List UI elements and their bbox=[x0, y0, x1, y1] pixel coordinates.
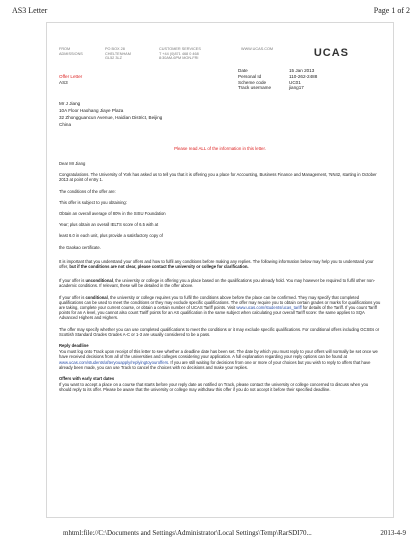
replying-link[interactable]: www.ucas.com/students/afteryouapply/replyingtoyouroffers bbox=[59, 359, 169, 365]
condition-line: Obtain an overall average of 80% in the SISU Foundation bbox=[59, 211, 166, 217]
letterhead-line: CUSTOMER SERVICES bbox=[159, 47, 201, 51]
letterhead-line: 8:30AM-6PM MON-FRI bbox=[159, 56, 199, 61]
meta-value: 110-262-2488 bbox=[289, 73, 318, 79]
unconditional-text-rest: , the university or college is offering you a place based on the qualifications you already hold. You may however be required to fulfil other non-academic conditions. If relevant, these will be detailed in the offer above. bbox=[59, 278, 375, 289]
meta-key: Track username bbox=[238, 85, 272, 91]
unconditional-text: If your offer is bbox=[59, 278, 85, 284]
important-paragraph bbox=[59, 259, 381, 269]
letterhead-line: CHELTENHAM bbox=[105, 51, 131, 56]
print-date: 2013-4-9 bbox=[380, 529, 406, 537]
reply-text: You must log onto Track upon receipt of this letter to see whether a deadline date has been set. The date by which you must reply to your offers will normally be set once we have received decisions from all of the universities and colleges considering your application. A full explanation regarding your reply options can be found at bbox=[59, 349, 378, 360]
condition-line: least 6.0 in each unit, plus provide a satisfactory copy of bbox=[59, 233, 163, 239]
offer-label: Offer Letter bbox=[59, 74, 83, 79]
conditional-text-rest: , the university or college requires you to fulfil the conditions above before the place can be confirmed. They may specify that completed qualifications can be used to meet the conditions or they may exclude specific qualifications. The offer may require you to obtain certain grades or marks for qualifications you are taking, complete your current course, or obtain a certain number of UCAS Tariff points. Visit bbox=[59, 294, 381, 311]
offer-specify-paragraph: The offer may specify whether you can use completed qualifications to meet the conditions or it may exclude specific qualifications. For conditional offers including GCSEs or Scottish Standard Grades Grades A-C or 1-3 are usually considered to be a pass. bbox=[59, 326, 380, 337]
recipient-address bbox=[59, 100, 162, 128]
letter-page bbox=[46, 22, 394, 518]
conditional-text: If your offer is bbox=[59, 294, 85, 300]
conditions-intro: The conditions of the offer are: bbox=[59, 188, 116, 194]
page-indicator: Page 1 of 2 bbox=[373, 6, 410, 15]
address-line: 10A Floor Haohang Jiaye Plaza bbox=[59, 108, 124, 113]
offer-code: AS3 bbox=[59, 80, 68, 85]
read-all-notice: Please read ALL of the information in this letter. bbox=[174, 146, 266, 151]
conditional-text-tail: for details of the Tariff. If you count Tariff points for an A level, you cannot also count Tariff points for an AS qualification in the same subject when calculating your overall Tariff score: the same applies to SQA Advanced Highers and Highers. bbox=[59, 305, 377, 321]
condition-line: Year; plus obtain an overall IELTS score of 6.5 with at bbox=[59, 222, 159, 228]
important-text: It is important that you understand your offers and how to fulfil any conditions before making any replies. The following information below may help you to understand your offer, bbox=[59, 258, 374, 270]
unconditional-term: unconditional bbox=[85, 278, 113, 284]
important-emphasis: but if the conditions are not clear, please contact the university or college for clarification. bbox=[69, 264, 249, 270]
letterhead-website: WWW.UCAS.COM bbox=[241, 47, 274, 51]
meta-value: jiang17 bbox=[289, 85, 304, 91]
offer-label-block bbox=[59, 74, 82, 86]
congratulations-paragraph: Congratulations. The University of York has asked us to tell you that it is offering you a place for Accounting, Business Finance and Management, 'NN42, starting in October 2013 at point of entry 1. bbox=[59, 172, 377, 183]
meta-key: Personal Id bbox=[238, 73, 262, 79]
letterhead-line: FROM bbox=[59, 47, 71, 51]
address-line: 32 Zhongguancun Avenue, Haidian District, Beijing bbox=[59, 115, 163, 120]
reply-text-tail: . If you are still waiting for decisions from one or more of your choices but you wish to reply to offers that have already been made, you can use Track to cancel the choices with no decisions and make your replies. bbox=[59, 359, 371, 370]
address-line: Mr J Jiang bbox=[59, 101, 81, 106]
tariff-link[interactable]: www.ucas.com/students/ucas_tariff bbox=[236, 305, 302, 311]
print-header bbox=[10, 6, 410, 20]
early-start-heading: Offers with early start dates bbox=[59, 376, 115, 382]
print-title: AS3 Letter bbox=[12, 6, 48, 15]
unconditional-paragraph bbox=[59, 278, 381, 288]
meta-row bbox=[238, 85, 368, 91]
meta-key: Date bbox=[238, 68, 248, 73]
letter-body bbox=[59, 161, 381, 399]
file-path: mhtml:file://C:\Documents and Settings\Administrator\Local Settings\Temp\RarSDI70... bbox=[63, 529, 312, 537]
salutation: Dear Mr Jiang bbox=[59, 161, 86, 166]
conditional-paragraph bbox=[59, 295, 381, 321]
meta-key: Scheme code bbox=[238, 79, 267, 85]
letter-meta bbox=[238, 68, 368, 91]
letterhead-customer-services bbox=[159, 47, 201, 61]
meta-value: UC01 bbox=[289, 79, 301, 85]
early-start-paragraph: If you want to accept a place on a course that starts before your reply date as notified on Track, please contact the university or college concerned to discuss when you should reply to its offer. Please be aware that the university or college may withdraw this offer if you do not accept it before their specified deadline. bbox=[59, 382, 369, 393]
letterhead-line: T +44 (0)871 468 0 468 bbox=[159, 51, 199, 56]
reply-deadline-heading: Reply deadline bbox=[59, 343, 89, 349]
letterhead-line: GL52 3LZ bbox=[105, 56, 122, 61]
address-line: China bbox=[59, 122, 72, 127]
letterhead-address bbox=[105, 47, 131, 61]
ucas-logo: UCAS bbox=[313, 47, 349, 59]
reply-deadline-paragraph bbox=[59, 349, 381, 370]
condition-line: the Gaokao certificate. bbox=[59, 244, 101, 250]
letterhead-line: ADMISSIONS bbox=[59, 51, 83, 56]
meta-value: 15 Jan 2013 bbox=[289, 68, 315, 73]
conditional-term: conditional bbox=[85, 294, 108, 300]
letterhead-line: PO BOX 28 bbox=[105, 47, 125, 51]
condition-line: This offer is subject to you obtaining: bbox=[59, 199, 127, 205]
letterhead-from bbox=[59, 47, 83, 56]
